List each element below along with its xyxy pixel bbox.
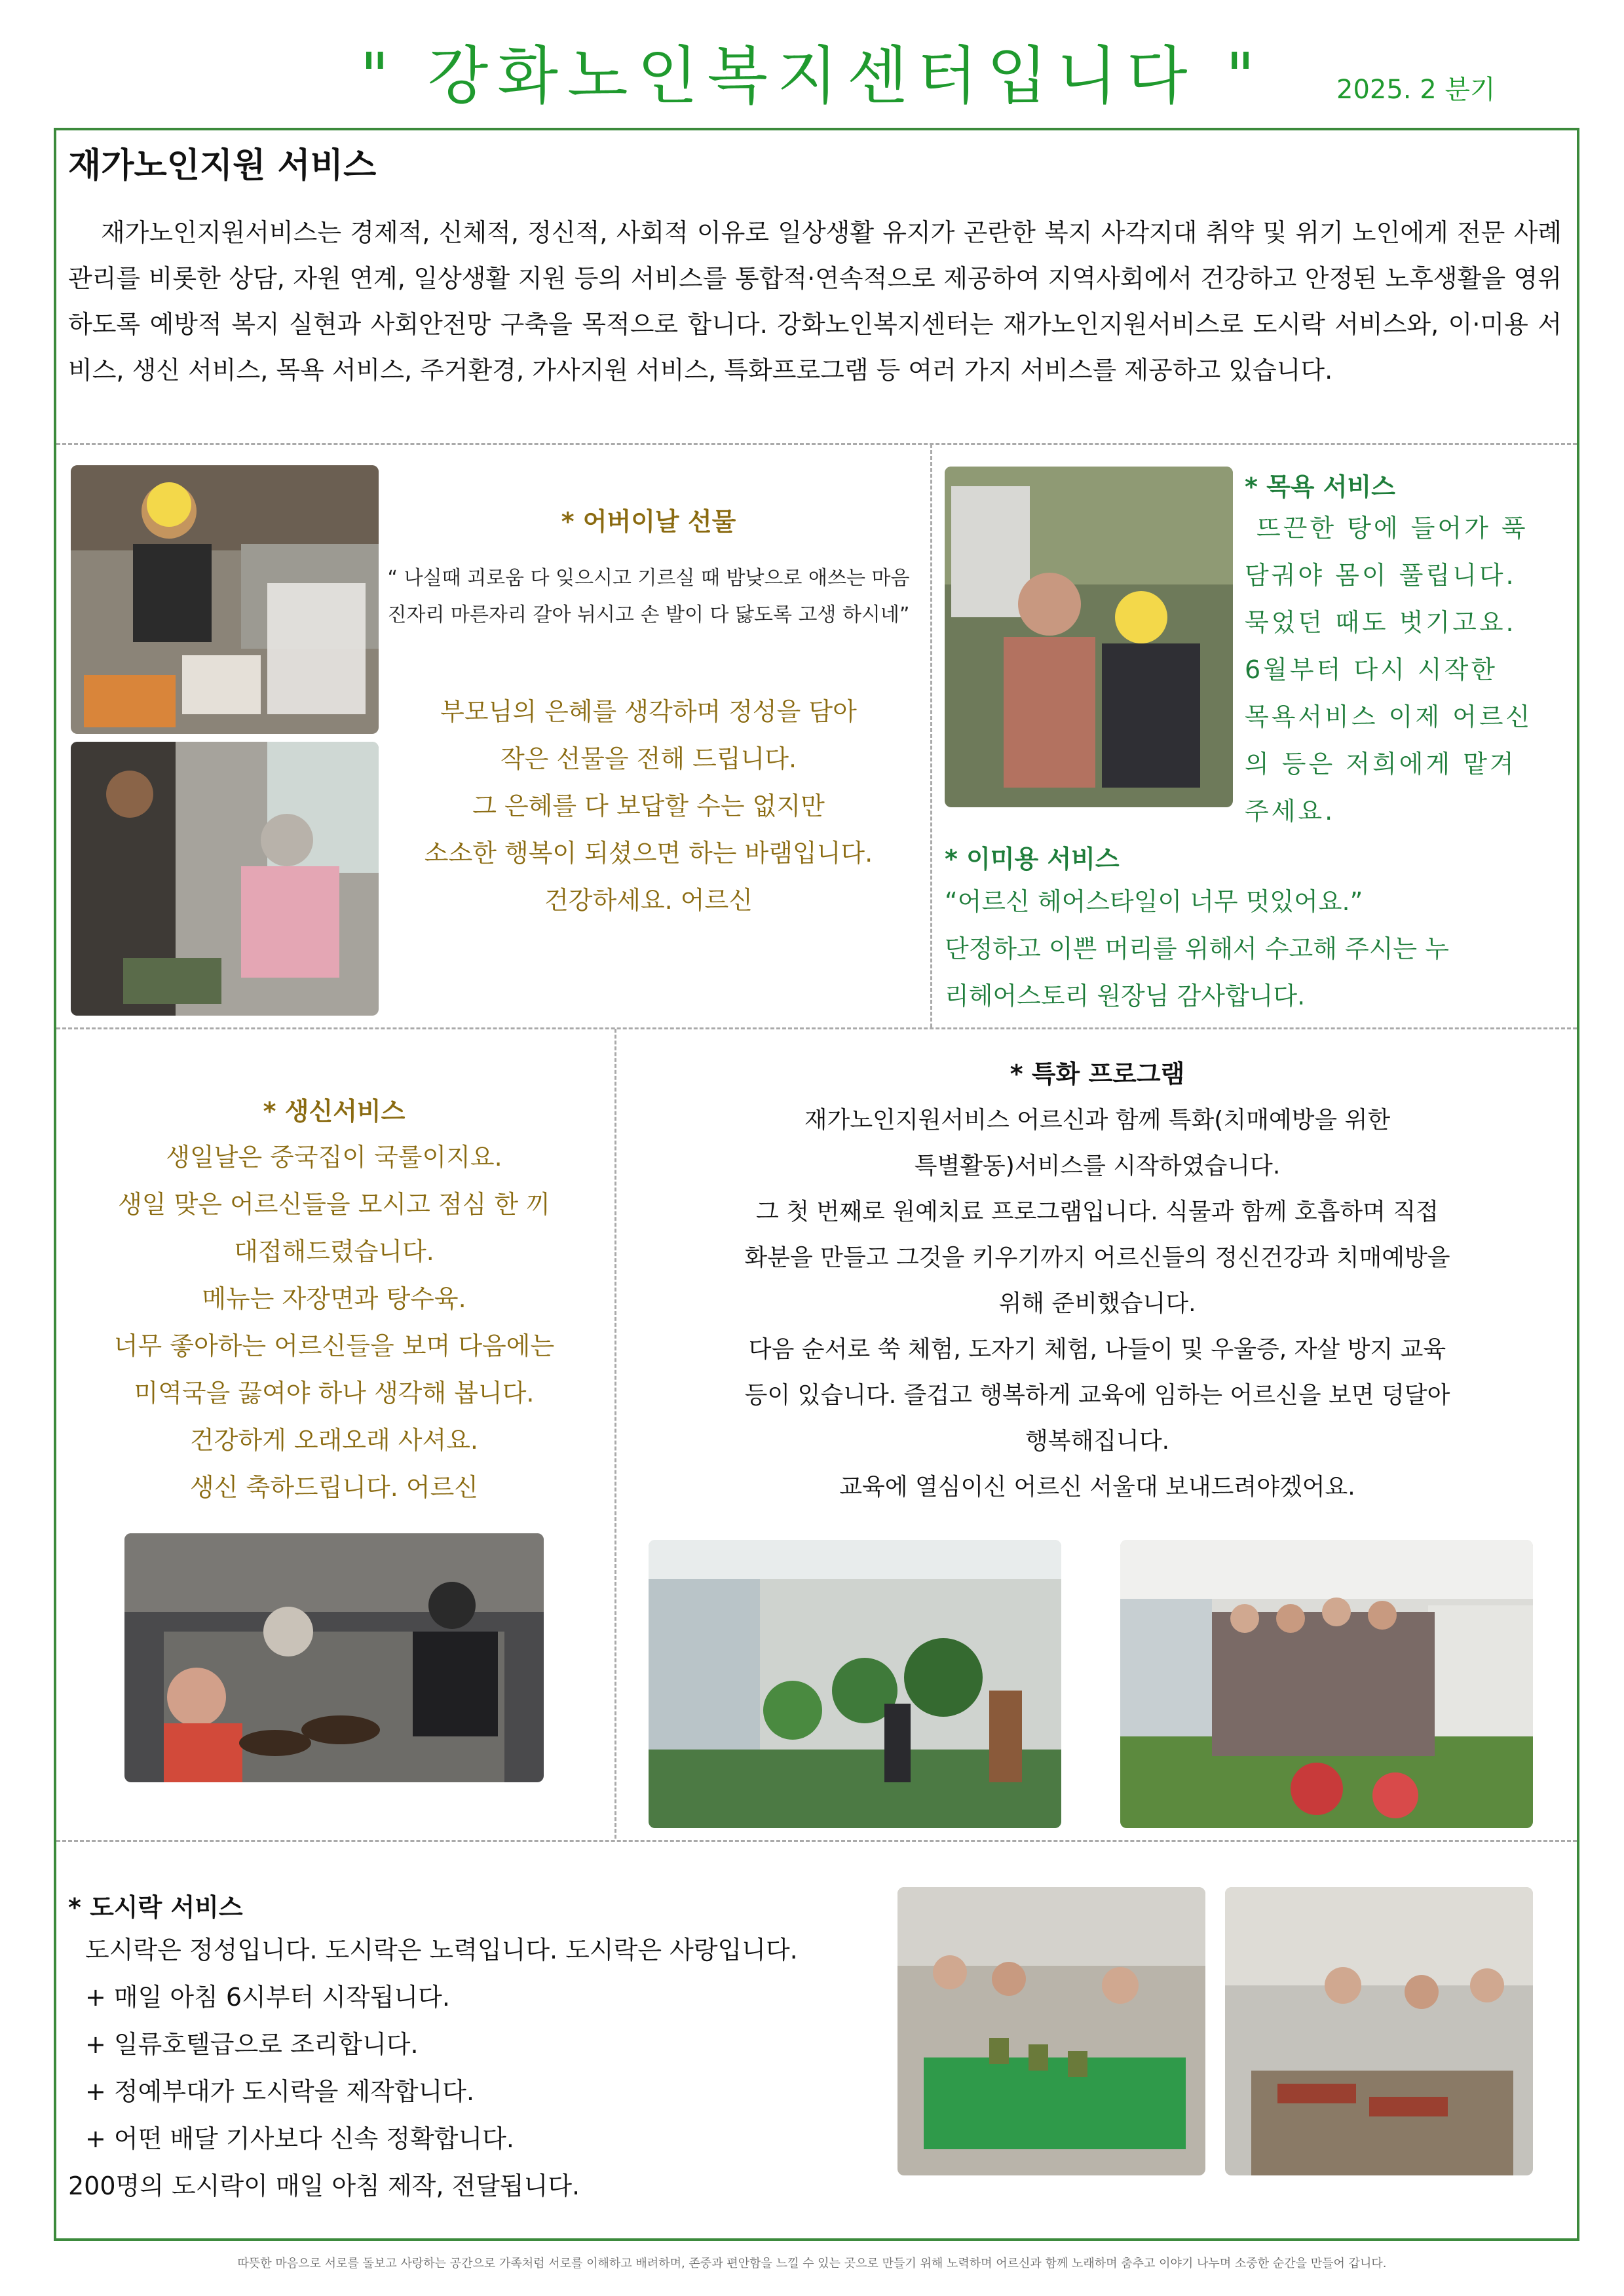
special-line: 재가노인지원서비스 어르신과 함께 특화(치매예방을 위한	[804, 1107, 1391, 1134]
photo-horticulture-class	[649, 1540, 1061, 1828]
special-line: 다음 순서로 쑥 체험, 도자기 체험, 나들이 및 우울증, 자살 방지 교육	[748, 1336, 1446, 1363]
bath-line: 뜨끈한 탕에 들어가 푹	[1256, 514, 1528, 543]
lunchbox-heading: * 도시락 서비스	[68, 1893, 243, 1922]
lunchbox-line: + 일류호텔급으로 조리합니다.	[85, 2030, 419, 2059]
parents-day-line: 소소한 행복이 되셨으면 하는 바램입니다.	[424, 839, 873, 868]
bath-line: 담궈야 몸이 풀립니다.	[1245, 561, 1517, 590]
bath-line: 6월부터 다시 시작한	[1245, 655, 1498, 684]
lunchbox-line: 도시락은 정성입니다. 도시락은 노력입니다. 도시락은 사랑입니다.	[85, 1936, 798, 1964]
photo-lunchbox-packing	[1225, 1887, 1533, 2175]
bath-line: 묵었던 때도 벗기고요.	[1245, 608, 1517, 637]
divider-3	[56, 1027, 1577, 1029]
birthday-line: 메뉴는 자장면과 탕수육.	[202, 1284, 466, 1313]
divider-1	[56, 443, 1577, 445]
photo-gift-handover	[71, 742, 379, 1016]
lunchbox-line: 200명의 도시락이 매일 아침 제작, 전달됩니다.	[68, 2172, 580, 2200]
page-title: " 강화노인복지센터입니다 "	[360, 39, 1264, 113]
special-line: 화분을 만들고 그것을 키우기까지 어르신들의 정신건강과 치매예방을	[744, 1244, 1450, 1271]
footer-text: 따뜻한 마음으로 서로를 돌보고 사랑하는 공간으로 가족처럼 서로를 이해하고 배려하며, 존중과 편안함을 느낄 수 있는 곳으로 만들기 위해 노력하며 어르신과 함께 노래하며 춤추고 이야기 나누며 소중한 순간을 만들어 갑니다.	[237, 2257, 1387, 2270]
beauty-quote: “어르신 헤어스타일이 너무 멋있어요.”	[945, 887, 1363, 916]
photo-lunchbox-prep	[897, 1887, 1205, 2175]
intro-body: 재가노인지원서비스는 경제적, 신체적, 정신적, 사회적 이유로 일상생활 유지가 곤란한 복지 사각지대 취약 및 위기 노인에게 전문 사례관리를 비롯한 상담, 자원 연계, 일상생활 지원 등의 서비스를 통합적·연속적으로 제공하여 지역사회에서 건강하고 안정된 노후생활을 영위하도록 예방적 복지 실현과 사회안전망 구축을 목적으로 합니다. 강화노인복지센터는 재가노인지원서비스로 도시락 서비스와, 이·미용 서비스, 생신 서비스, 목욕 서비스, 주거환경, 가사지원 서비스, 특화프로그램 등 여러 가지 서비스를 제공하고 있습니다.	[68, 218, 1562, 385]
birthday-line: 생일 맞은 어르신들을 모시고 점심 한 끼	[118, 1190, 550, 1219]
birthday-line: 미역국을 끓여야 하나 생각해 봅니다.	[134, 1379, 535, 1407]
beauty-line: 리헤어스토리 원장님 감사합니다.	[945, 982, 1306, 1010]
bath-line: 주세요.	[1245, 797, 1336, 826]
beauty-line: 단정하고 이쁜 머리를 위해서 수고해 주시는 누	[945, 934, 1449, 963]
parents-day-heading: * 어버이날 선물	[561, 507, 736, 536]
special-line: 그 첫 번째로 원예치료 프로그램입니다. 식물과 함께 호흡하며 직접	[756, 1198, 1439, 1225]
special-line: 특별활동)서비스를 시작하였습니다.	[914, 1153, 1281, 1179]
bath-heading: * 목욕 서비스	[1245, 472, 1395, 501]
birthday-line: 생신 축하드립니다. 어르신	[189, 1473, 479, 1502]
photo-bath-service	[945, 467, 1233, 807]
birthday-line: 너무 좋아하는 어르신들을 보며 다음에는	[113, 1331, 555, 1360]
lunchbox-line: + 정예부대가 도시락을 제작합니다.	[85, 2077, 475, 2106]
special-line: 등이 있습니다. 즐겁고 행복하게 교육에 임하는 어르신을 보면 덩달아	[744, 1382, 1450, 1409]
birthday-line: 대접해드렸습니다.	[234, 1237, 434, 1266]
photo-gift-delivery	[71, 465, 379, 734]
special-line: 교육에 열심이신 어르신 서울대 보내드려야겠어요.	[839, 1474, 1355, 1501]
parents-day-line: 부모님의 은혜를 생각하며 정성을 담아	[440, 697, 857, 726]
special-heading: * 특화 프로그램	[1010, 1060, 1185, 1088]
lunchbox-line: + 매일 아침 6시부터 시작됩니다.	[85, 1983, 450, 2012]
parents-day-quote: “ 나실때 괴로움 다 잊으시고 기르실 때 밤낮으로 애쓰는 마음 진자리 마른자리 갈아 뉘시고 손 발이 다 닳도록 고생 하시네”	[387, 567, 910, 626]
intro-heading: 재가노인지원 서비스	[68, 146, 377, 185]
parents-day-line: 그 은혜를 다 보답할 수는 없지만	[472, 792, 825, 820]
birthday-line: 생일날은 중국집이 국룰이지요.	[166, 1143, 502, 1172]
parents-day-line: 작은 선물을 전해 드립니다.	[500, 744, 797, 773]
photo-birthday-lunch	[124, 1533, 544, 1782]
special-line: 행복해집니다.	[1025, 1428, 1170, 1455]
bath-line: 의 등은 저희에게 맡겨	[1245, 750, 1517, 778]
birthday-line: 건강하게 오래오래 사셔요.	[189, 1426, 479, 1455]
parents-day-line: 건강하세요. 어르신	[544, 886, 753, 915]
quarter-label: 2025. 2 분기	[1336, 75, 1496, 105]
photo-group-garden	[1120, 1540, 1533, 1828]
birthday-heading: * 생신서비스	[263, 1097, 406, 1126]
beauty-heading: * 이미용 서비스	[945, 845, 1120, 873]
special-line: 위해 준비했습니다.	[998, 1290, 1196, 1317]
bath-line: 목욕서비스 이제 어르신	[1245, 702, 1533, 731]
lunchbox-line: + 어떤 배달 기사보다 신속 정확합니다.	[85, 2124, 514, 2153]
divider-2	[930, 444, 932, 1027]
divider-4	[614, 1029, 616, 1839]
divider-5	[56, 1840, 1577, 1842]
